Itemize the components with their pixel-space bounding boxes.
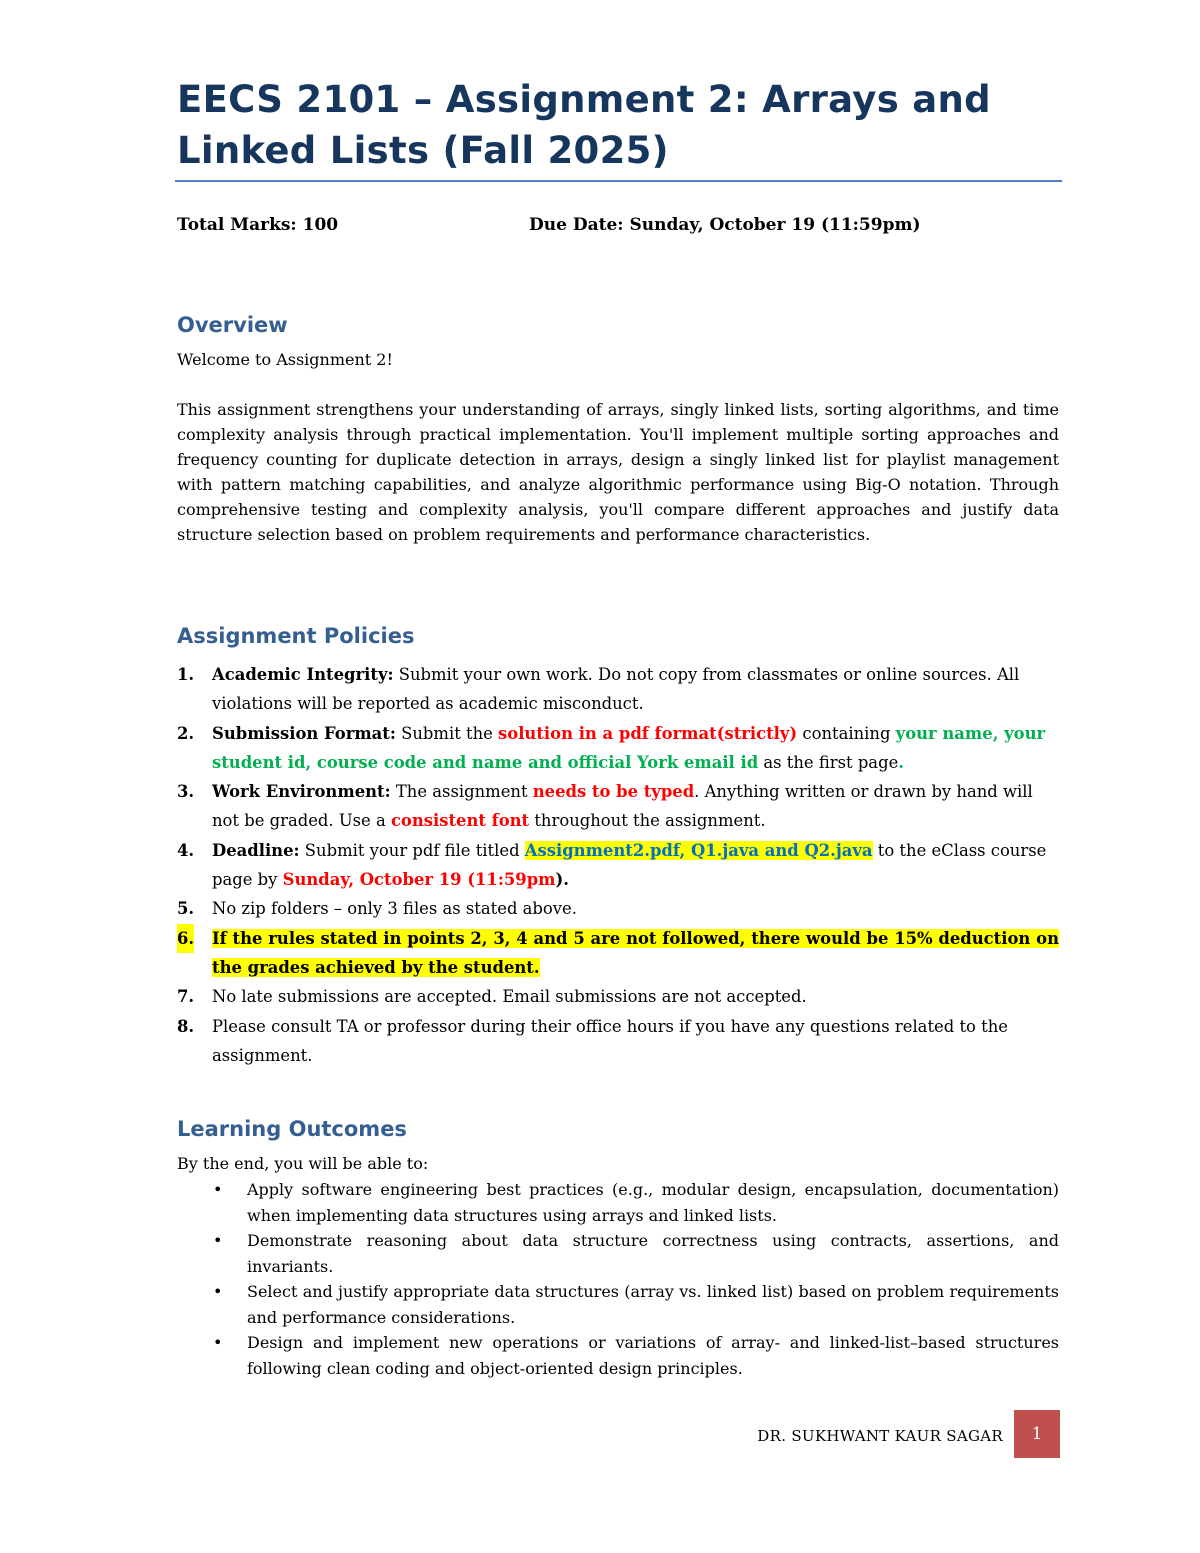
page-number: 1 bbox=[1014, 1410, 1060, 1458]
due-date: Due Date: Sunday, October 19 (11:59pm) bbox=[529, 215, 921, 235]
policy-item: 7. No late submissions are accepted. Email submissions are not accepted. bbox=[177, 987, 807, 1007]
outcomes-list bbox=[177, 1177, 1059, 1381]
footer-author: DR. SUKHWANT KAUR SAGAR bbox=[757, 1427, 1003, 1445]
outcome-item: • Select and justify appropriate data structures (array vs. linked list) based on problem requirements and performance considerations. bbox=[177, 1279, 1059, 1330]
submission-files: Assignment2.pdf, Q1.java and Q2.java bbox=[524, 840, 873, 860]
policy-item-warning: 6. If the rules stated in points 2, 3, 4 and 5 are not followed, there would be 15% deduction on the grades achieved by the student. bbox=[177, 924, 1059, 983]
overview-body: This assignment strengthens your understanding of arrays, singly linked lists, sorting algorithms, and time complexity analysis through practical implementation. You'll implement multiple sorting approaches and frequency counting for duplicate detection in arrays, design a singly linked list for playlist management with pattern matching capabilities, and analyze algorithmic performance using Big-O notation. Through comprehensive testing and complexity analysis, you'll compare different approaches and justify data structure selection based on problem requirements and performance characteristics. bbox=[177, 400, 1059, 544]
policy-item: 3. Work Environment: The assignment needs to be typed. Anything written or drawn by hand will not be graded. Use a consistent font throughout the assignment. bbox=[177, 782, 1033, 831]
overview-welcome: Welcome to Assignment 2! bbox=[177, 350, 393, 369]
policies-heading: Assignment Policies bbox=[177, 624, 415, 648]
total-marks: Total Marks: 100 bbox=[177, 215, 339, 235]
outcomes-heading: Learning Outcomes bbox=[177, 1117, 407, 1141]
bullet-icon: • bbox=[213, 1282, 223, 1301]
policy-item: 2. Submission Format: Submit the solution in a pdf format(strictly) containing your name, your student id, course code and name and official York email id as the first page. bbox=[177, 723, 1046, 772]
policy-item: 1. Academic Integrity: Submit your own work. Do not copy from classmates or online sources. All violations will be reported as academic misconduct. bbox=[177, 665, 1020, 714]
outcome-item: • Apply software engineering best practices (e.g., modular design, encapsulation, documentation) when implementing data structures using arrays and linked lists. bbox=[177, 1177, 1059, 1228]
outcomes-intro: By the end, you will be able to: bbox=[177, 1154, 429, 1173]
document-title: EECS 2101 – Assignment 2: Arrays and Linked Lists (Fall 2025) bbox=[177, 78, 991, 172]
policy-item: 8. Please consult TA or professor during their office hours if you have any questions related to the assignment. bbox=[177, 1016, 1008, 1065]
policy-item: 4. Deadline: Submit your pdf file titled Assignment2.pdf, Q1.java and Q2.java to the eClass course page by Sunday, October 19 (11:59pm). bbox=[177, 840, 1047, 890]
bullet-icon: • bbox=[213, 1333, 223, 1352]
title-divider bbox=[175, 180, 1062, 182]
outcome-item: • Demonstrate reasoning about data structure correctness using contracts, assertions, and invariants. bbox=[177, 1228, 1059, 1279]
bullet-icon: • bbox=[213, 1231, 223, 1250]
policy-item: 5. No zip folders – only 3 files as stated above. bbox=[177, 899, 577, 919]
outcome-item: • Design and implement new operations or variations of array- and linked-list–based structures following clean coding and object-oriented design principles. bbox=[177, 1330, 1059, 1381]
bullet-icon: • bbox=[213, 1180, 223, 1199]
policies-list bbox=[177, 660, 1059, 1070]
overview-heading: Overview bbox=[177, 313, 288, 337]
